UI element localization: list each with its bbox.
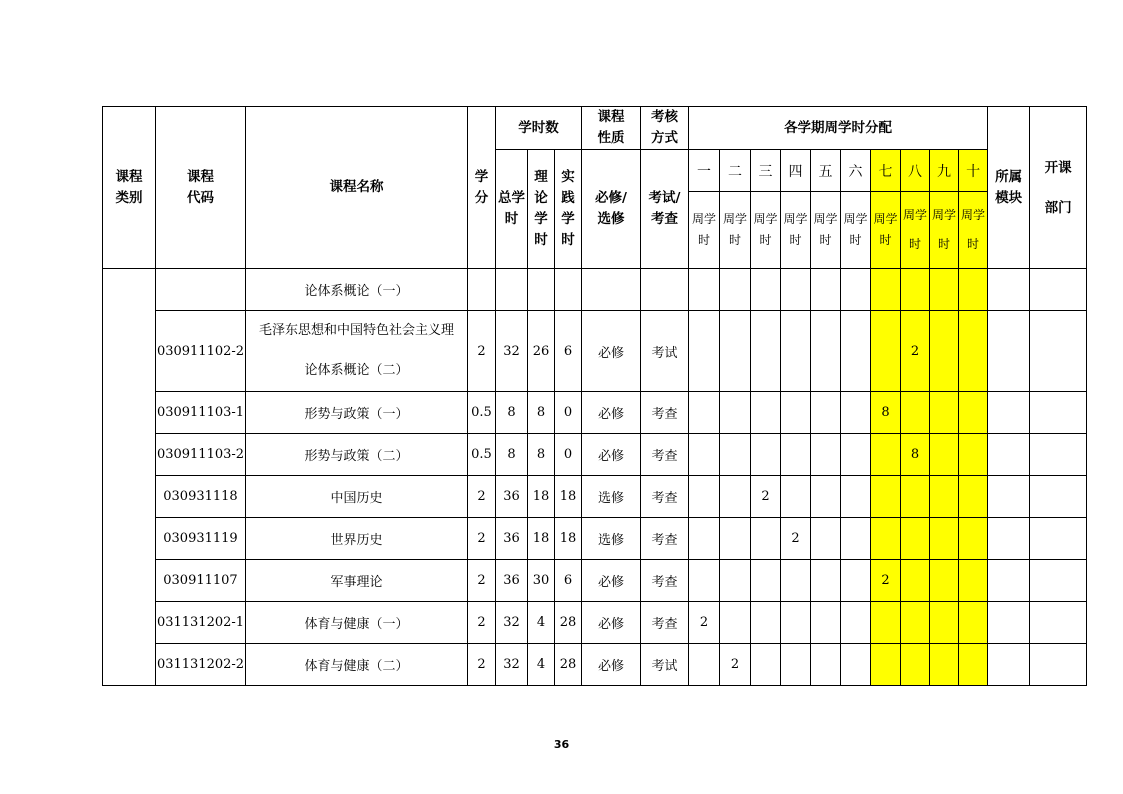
theory-hours-cell: 4 [528, 602, 555, 644]
theory-hours-cell: 26 [528, 311, 555, 392]
semester-cell-2 [720, 518, 751, 560]
semester-cell-10 [959, 518, 988, 560]
course-code-cell: 030931118 [156, 476, 246, 518]
semester-cell-7 [871, 602, 901, 644]
course-name-cell: 世界历史 [246, 518, 468, 560]
table-row [103, 560, 1087, 602]
semester-cell-3 [751, 311, 781, 392]
theory-hours-cell: 30 [528, 560, 555, 602]
semester-cell-10 [959, 560, 988, 602]
module-cell [988, 644, 1030, 686]
nature-cell: 选修 [582, 518, 641, 560]
semester-cell-1 [689, 518, 720, 560]
semester-cell-3 [751, 602, 781, 644]
credit-cell: 2 [468, 476, 496, 518]
module-cell [988, 434, 1030, 476]
header-hours-practice: 实践学时 [555, 150, 582, 269]
empty-cell [582, 269, 641, 311]
credit-cell: 2 [468, 311, 496, 392]
course-name-cell: 形势与政策（二） [246, 434, 468, 476]
header-weekly-hours-8: 周学时 [901, 192, 930, 269]
empty-cell [555, 269, 582, 311]
nature-cell: 必修 [582, 644, 641, 686]
department-cell [1030, 311, 1087, 392]
practice-hours-cell: 6 [555, 560, 582, 602]
exam-cell: 考试 [641, 644, 689, 686]
semester-cell-9 [930, 560, 959, 602]
semester-cell-9 [930, 644, 959, 686]
semester-cell-2 [720, 392, 751, 434]
module-cell [988, 269, 1030, 311]
semester-cell-6 [841, 644, 871, 686]
department-cell [1030, 476, 1087, 518]
header-semester-9: 九 [930, 150, 959, 192]
theory-hours-cell: 4 [528, 644, 555, 686]
course-code-cell: 030931119 [156, 518, 246, 560]
semester-cell-10 [959, 644, 988, 686]
semester-cell-2 [720, 269, 751, 311]
semester-cell-10 [959, 602, 988, 644]
semester-cell-2 [720, 602, 751, 644]
semester-cell-8: 2 [901, 311, 930, 392]
header-weekly-hours-10: 周学时 [959, 192, 988, 269]
semester-cell-4 [781, 392, 811, 434]
header-weekly-hours-3: 周学时 [751, 192, 781, 269]
semester-cell-1 [689, 269, 720, 311]
empty-cell [496, 269, 528, 311]
header-semester-2: 二 [720, 150, 751, 192]
header-hours-group: 学时数 [496, 107, 582, 150]
header-code: 课程代码 [156, 107, 246, 269]
module-cell [988, 392, 1030, 434]
semester-cell-9 [930, 434, 959, 476]
semester-cell-7: 8 [871, 392, 901, 434]
semester-cell-4 [781, 602, 811, 644]
header-weekly-hours-5: 周学时 [811, 192, 841, 269]
module-cell [988, 311, 1030, 392]
total-hours-cell: 36 [496, 476, 528, 518]
table-row [103, 311, 1087, 392]
course-name-line: 毛泽东思想和中国特色社会主义理 [258, 323, 454, 338]
semester-cell-5 [811, 269, 841, 311]
total-hours-cell: 8 [496, 392, 528, 434]
table-row [103, 476, 1087, 518]
credit-cell: 2 [468, 602, 496, 644]
semester-cell-5 [811, 644, 841, 686]
semester-cell-7: 2 [871, 560, 901, 602]
semester-cell-8 [901, 476, 930, 518]
theory-hours-cell: 18 [528, 518, 555, 560]
total-hours-cell: 36 [496, 518, 528, 560]
empty-cell [468, 269, 496, 311]
semester-cell-10 [959, 476, 988, 518]
table-row [103, 434, 1087, 476]
course-name-cell: 形势与政策（一） [246, 392, 468, 434]
total-hours-cell: 32 [496, 602, 528, 644]
semester-cell-4 [781, 476, 811, 518]
semester-cell-6 [841, 518, 871, 560]
nature-cell: 选修 [582, 476, 641, 518]
semester-cell-5 [811, 392, 841, 434]
course-name-cell: 体育与健康（二） [246, 644, 468, 686]
semester-cell-5 [811, 476, 841, 518]
semester-cell-8 [901, 602, 930, 644]
exam-cell: 考查 [641, 392, 689, 434]
course-name-cell: 论体系概论（一） [246, 269, 468, 311]
header-weekly-hours-6: 周学时 [841, 192, 871, 269]
semester-cell-10 [959, 392, 988, 434]
header-semester-4: 四 [781, 150, 811, 192]
credit-cell: 2 [468, 560, 496, 602]
semester-cell-5 [811, 518, 841, 560]
semester-cell-6 [841, 476, 871, 518]
table-row [103, 602, 1087, 644]
header-semester-3: 三 [751, 150, 781, 192]
semester-cell-6 [841, 392, 871, 434]
header-weekly-hours-2: 周学时 [720, 192, 751, 269]
semester-cell-9 [930, 269, 959, 311]
header-nature: 必修/选修 [582, 150, 641, 269]
semester-cell-4: 2 [781, 518, 811, 560]
empty-cell [528, 269, 555, 311]
practice-hours-cell: 18 [555, 476, 582, 518]
semester-cell-6 [841, 602, 871, 644]
credit-cell: 2 [468, 644, 496, 686]
semester-cell-5 [811, 602, 841, 644]
header-semester-group: 各学期周学时分配 [689, 107, 988, 150]
course-code-cell: 030911103-2 [156, 434, 246, 476]
nature-cell: 必修 [582, 560, 641, 602]
header-hours-theory: 理论学时 [528, 150, 555, 269]
total-hours-cell: 32 [496, 311, 528, 392]
header-semester-6: 六 [841, 150, 871, 192]
module-cell [988, 602, 1030, 644]
semester-cell-8: 8 [901, 434, 930, 476]
semester-cell-2 [720, 476, 751, 518]
semester-cell-6 [841, 434, 871, 476]
semester-cell-2 [720, 434, 751, 476]
course-name-line: 论体系概论（二） [304, 363, 409, 378]
department-cell [1030, 602, 1087, 644]
semester-cell-8 [901, 518, 930, 560]
semester-cell-5 [811, 434, 841, 476]
header-weekly-hours-1: 周学时 [689, 192, 720, 269]
table-row [103, 644, 1087, 686]
semester-cell-10 [959, 434, 988, 476]
curriculum-table [102, 106, 1087, 686]
header-weekly-hours-4: 周学时 [781, 192, 811, 269]
department-cell [1030, 269, 1087, 311]
header-exam: 考试/考查 [641, 150, 689, 269]
semester-cell-5 [811, 311, 841, 392]
header-weekly-hours-7: 周学时 [871, 192, 901, 269]
category-cell [103, 269, 156, 686]
nature-cell: 必修 [582, 392, 641, 434]
semester-cell-4 [781, 269, 811, 311]
semester-cell-6 [841, 311, 871, 392]
exam-cell: 考查 [641, 560, 689, 602]
semester-cell-3: 2 [751, 476, 781, 518]
total-hours-cell: 36 [496, 560, 528, 602]
total-hours-cell: 32 [496, 644, 528, 686]
header-semester-7: 七 [871, 150, 901, 192]
course-name-cell [246, 311, 468, 392]
practice-hours-cell: 18 [555, 518, 582, 560]
course-code-cell: 030911102-2 [156, 311, 246, 392]
credit-cell: 2 [468, 518, 496, 560]
semester-cell-4 [781, 560, 811, 602]
header-category: 课程类别 [103, 107, 156, 269]
department-cell [1030, 518, 1087, 560]
semester-cell-9 [930, 518, 959, 560]
table-row [103, 518, 1087, 560]
header-module: 所属模块 [988, 107, 1030, 269]
exam-cell: 考查 [641, 602, 689, 644]
credit-cell: 0.5 [468, 392, 496, 434]
header-exam-group: 考核方式 [641, 107, 689, 150]
header-weekly-hours-9: 周学时 [930, 192, 959, 269]
semester-cell-8 [901, 269, 930, 311]
module-cell [988, 476, 1030, 518]
module-cell [988, 518, 1030, 560]
semester-cell-7 [871, 311, 901, 392]
semester-cell-8 [901, 560, 930, 602]
semester-cell-3 [751, 269, 781, 311]
header-semester-8: 八 [901, 150, 930, 192]
empty-cell [641, 269, 689, 311]
course-code-cell: 031131202-1 [156, 602, 246, 644]
semester-cell-8 [901, 644, 930, 686]
header-credit: 学分 [468, 107, 496, 269]
header-name: 课程名称 [246, 107, 468, 269]
course-name-cell: 体育与健康（一） [246, 602, 468, 644]
nature-cell: 必修 [582, 311, 641, 392]
semester-cell-4 [781, 311, 811, 392]
semester-cell-7 [871, 476, 901, 518]
semester-cell-10 [959, 269, 988, 311]
theory-hours-cell: 18 [528, 476, 555, 518]
semester-cell-3 [751, 434, 781, 476]
department-cell [1030, 560, 1087, 602]
total-hours-cell: 8 [496, 434, 528, 476]
semester-cell-9 [930, 311, 959, 392]
header-department: 开课部门 [1030, 107, 1087, 269]
semester-cell-9 [930, 476, 959, 518]
practice-hours-cell: 28 [555, 644, 582, 686]
semester-cell-1 [689, 311, 720, 392]
semester-cell-1: 2 [689, 602, 720, 644]
course-code-cell: 031131202-2 [156, 644, 246, 686]
practice-hours-cell: 0 [555, 434, 582, 476]
course-code-cell [156, 269, 246, 311]
semester-cell-3 [751, 518, 781, 560]
semester-cell-6 [841, 269, 871, 311]
semester-cell-9 [930, 602, 959, 644]
department-cell [1030, 434, 1087, 476]
semester-cell-4 [781, 434, 811, 476]
department-cell [1030, 644, 1087, 686]
semester-cell-7 [871, 434, 901, 476]
semester-cell-7 [871, 644, 901, 686]
table-row [103, 269, 1087, 311]
semester-cell-7 [871, 518, 901, 560]
semester-cell-4 [781, 644, 811, 686]
header-semester-10: 十 [959, 150, 988, 192]
semester-cell-2 [720, 560, 751, 602]
semester-cell-3 [751, 644, 781, 686]
exam-cell: 考查 [641, 476, 689, 518]
semester-cell-1 [689, 644, 720, 686]
semester-cell-3 [751, 392, 781, 434]
semester-cell-2: 2 [720, 644, 751, 686]
semester-cell-5 [811, 560, 841, 602]
semester-cell-2 [720, 311, 751, 392]
nature-cell: 必修 [582, 434, 641, 476]
header-nature-group: 课程性质 [582, 107, 641, 150]
semester-cell-8 [901, 392, 930, 434]
exam-cell: 考查 [641, 518, 689, 560]
semester-cell-3 [751, 560, 781, 602]
semester-cell-1 [689, 476, 720, 518]
course-code-cell: 030911103-1 [156, 392, 246, 434]
course-code-cell: 030911107 [156, 560, 246, 602]
exam-cell: 考试 [641, 311, 689, 392]
header-semester-5: 五 [811, 150, 841, 192]
course-name-cell: 军事理论 [246, 560, 468, 602]
semester-cell-6 [841, 560, 871, 602]
header-hours-total: 总学时 [496, 150, 528, 269]
theory-hours-cell: 8 [528, 392, 555, 434]
practice-hours-cell: 6 [555, 311, 582, 392]
header-semester-1: 一 [689, 150, 720, 192]
theory-hours-cell: 8 [528, 434, 555, 476]
semester-cell-1 [689, 560, 720, 602]
semester-cell-1 [689, 434, 720, 476]
semester-cell-10 [959, 311, 988, 392]
course-name-cell: 中国历史 [246, 476, 468, 518]
page-number: 36 [553, 738, 570, 751]
module-cell [988, 560, 1030, 602]
semester-cell-9 [930, 392, 959, 434]
practice-hours-cell: 0 [555, 392, 582, 434]
semester-cell-7 [871, 269, 901, 311]
semester-cell-1 [689, 392, 720, 434]
practice-hours-cell: 28 [555, 602, 582, 644]
table-row [103, 392, 1087, 434]
nature-cell: 必修 [582, 602, 641, 644]
exam-cell: 考查 [641, 434, 689, 476]
credit-cell: 0.5 [468, 434, 496, 476]
department-cell [1030, 392, 1087, 434]
